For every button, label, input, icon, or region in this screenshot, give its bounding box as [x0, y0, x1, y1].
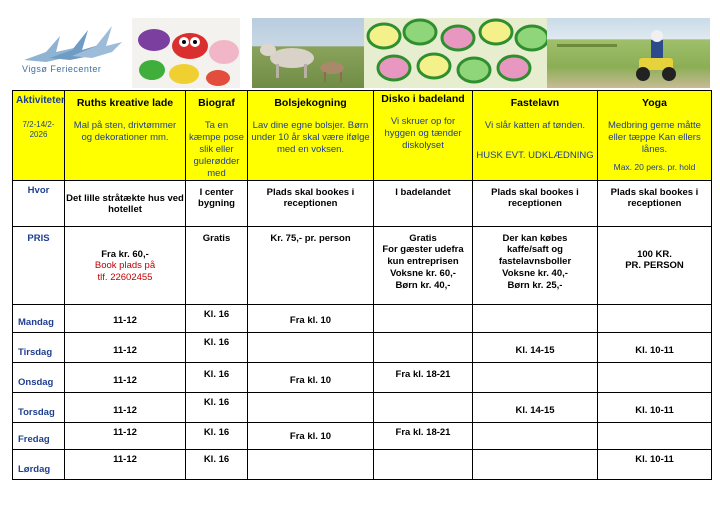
time-cell: Kl. 10-11	[598, 392, 712, 422]
where-cell: Det lille stråtækte hus ved hotellet	[65, 180, 186, 226]
activity-header-row	[13, 91, 712, 181]
time-cell: 11-12	[65, 362, 186, 392]
activities-label-cell	[13, 91, 65, 181]
price-note: Book plads på	[94, 260, 156, 272]
time-cell: Fra kl. 18-21	[374, 362, 473, 392]
day-label: Tirsdag	[13, 332, 65, 362]
day-row-loerdag	[13, 449, 712, 479]
price-line: fastelavnsboller	[498, 256, 572, 268]
time-cell	[248, 449, 374, 479]
time-cell	[598, 362, 712, 392]
time-cell: Kl. 16	[186, 304, 248, 332]
activity-title: Yoga	[642, 97, 667, 109]
activity-title: Biograf	[198, 97, 235, 109]
day-row-tirsdag	[13, 332, 712, 362]
price-line: Der kan købes	[502, 232, 568, 244]
price-line: kun entreprisen	[387, 256, 459, 268]
time-cell: Kl. 14-15	[473, 392, 598, 422]
activity-title: Disko i badeland	[381, 93, 465, 105]
time-cell	[473, 422, 598, 449]
day-row-mandag	[13, 304, 712, 332]
time-cell: 11-12	[65, 392, 186, 422]
day-label: Onsdag	[13, 362, 65, 392]
price-row	[13, 226, 712, 304]
price-line: Gratis	[409, 232, 437, 244]
time-cell: Kl. 16	[186, 332, 248, 362]
price-line: Børn kr. 25,-	[507, 280, 563, 291]
logo-name: Vigsø Feriecenter	[22, 64, 102, 74]
time-cell	[598, 304, 712, 332]
activity-desc: Mal på sten, drivtømmer og dekorationer mm.	[73, 120, 177, 143]
time-cell: Fra kl. 10	[248, 422, 374, 449]
date-range: 7/2-14/2-2026	[22, 119, 55, 139]
time-cell: Fra kl. 18-21	[374, 422, 473, 449]
candy-photo	[364, 18, 547, 88]
time-cell: 11-12	[65, 304, 186, 332]
time-cell: 11-12	[65, 332, 186, 362]
price-line: Voksne kr. 60,-	[390, 268, 456, 280]
activity-desc: Vi skruer op for hyggen og tænder diskolyset	[384, 116, 462, 151]
day-row-fredag	[13, 422, 712, 449]
time-cell	[473, 304, 598, 332]
price-line: PR. PERSON	[625, 260, 684, 272]
activity-desc: Medbring gerne måtte eller tæppe Kan ellers lånes.	[608, 120, 701, 155]
price-cell	[374, 226, 473, 304]
day-label: Torsdag	[13, 392, 65, 422]
time-cell	[374, 304, 473, 332]
time-cell	[248, 332, 374, 362]
goats-photo	[252, 18, 364, 88]
time-cell: Fra kl. 10	[248, 304, 374, 332]
time-cell	[248, 392, 374, 422]
time-cell: Kl. 16	[186, 362, 248, 392]
where-row	[13, 180, 712, 226]
price-line: Voksne kr. 40,-	[502, 268, 568, 280]
activity-desc-note: Max. 20 pers. pr. hold	[613, 161, 696, 172]
activity-desc: Ta en kæmpe pose slik eller gulerødder med	[189, 120, 244, 179]
painted-stones-photo	[132, 18, 240, 88]
activity-title: Ruths kreative lade	[76, 97, 174, 109]
atv-photo	[547, 18, 710, 88]
time-cell: Kl. 16	[186, 449, 248, 479]
activity-desc-note: HUSK EVT. UDKLÆDNING	[476, 150, 594, 161]
time-cell: Kl. 16	[186, 422, 248, 449]
activity-desc: Lav dine egne bolsjer. Børn under 10 år skal være ifølge med en voksen.	[251, 120, 370, 155]
activity-header-cinema	[186, 91, 248, 181]
price-label: PRIS	[13, 226, 65, 304]
activity-header-candy	[248, 91, 374, 181]
activity-header-yoga	[598, 91, 712, 181]
time-cell: Kl. 16	[186, 392, 248, 422]
time-cell	[374, 392, 473, 422]
activities-label: Aktiviteter	[16, 95, 65, 106]
where-cell: Plads skal bookes i receptionen	[473, 180, 598, 226]
time-cell	[374, 449, 473, 479]
where-cell: I center bygning	[186, 180, 248, 226]
where-cell: Plads skal bookes i receptionen	[598, 180, 712, 226]
time-cell: 11-12	[65, 422, 186, 449]
activity-desc: Vi slår katten af tønden.	[484, 120, 586, 132]
price-cell	[473, 226, 598, 304]
price-cell: Gratis	[186, 226, 248, 304]
where-cell: I badelandet	[374, 180, 473, 226]
activity-schedule-table	[12, 90, 712, 480]
activity-title: Fastelavn	[510, 97, 560, 109]
time-cell: Kl. 14-15	[473, 332, 598, 362]
price-cell	[598, 226, 712, 304]
activity-title: Bolsjekogning	[274, 97, 347, 109]
day-row-onsdag	[13, 362, 712, 392]
price-line: Børn kr. 40,-	[395, 280, 451, 291]
price-note: tlf. 22602455	[97, 272, 153, 284]
where-cell: Plads skal bookes i receptionen	[248, 180, 374, 226]
activity-header-disco	[374, 91, 473, 181]
time-cell	[374, 332, 473, 362]
price-value: Fra kr. 60,-	[101, 248, 149, 260]
time-cell	[598, 422, 712, 449]
time-cell: 11-12	[65, 449, 186, 479]
time-cell	[473, 449, 598, 479]
price-cell: Kr. 75,- pr. person	[248, 226, 374, 304]
day-label: Lørdag	[13, 449, 65, 479]
activity-header-fastelavn	[473, 91, 598, 181]
time-cell	[473, 362, 598, 392]
time-cell: Kl. 10-11	[598, 332, 712, 362]
price-line: For gæster udefra	[382, 244, 464, 256]
time-cell: Kl. 10-11	[598, 449, 712, 479]
day-label: Mandag	[13, 304, 65, 332]
price-cell	[65, 226, 186, 304]
day-label: Fredag	[13, 422, 65, 449]
price-line: 100 KR.	[637, 248, 672, 260]
where-label: Hvor	[13, 180, 65, 226]
time-cell: Fra kl. 10	[248, 362, 374, 392]
price-line: kaffe/saft og	[507, 244, 563, 256]
activity-header-creative	[65, 91, 186, 181]
day-row-torsdag	[13, 392, 712, 422]
